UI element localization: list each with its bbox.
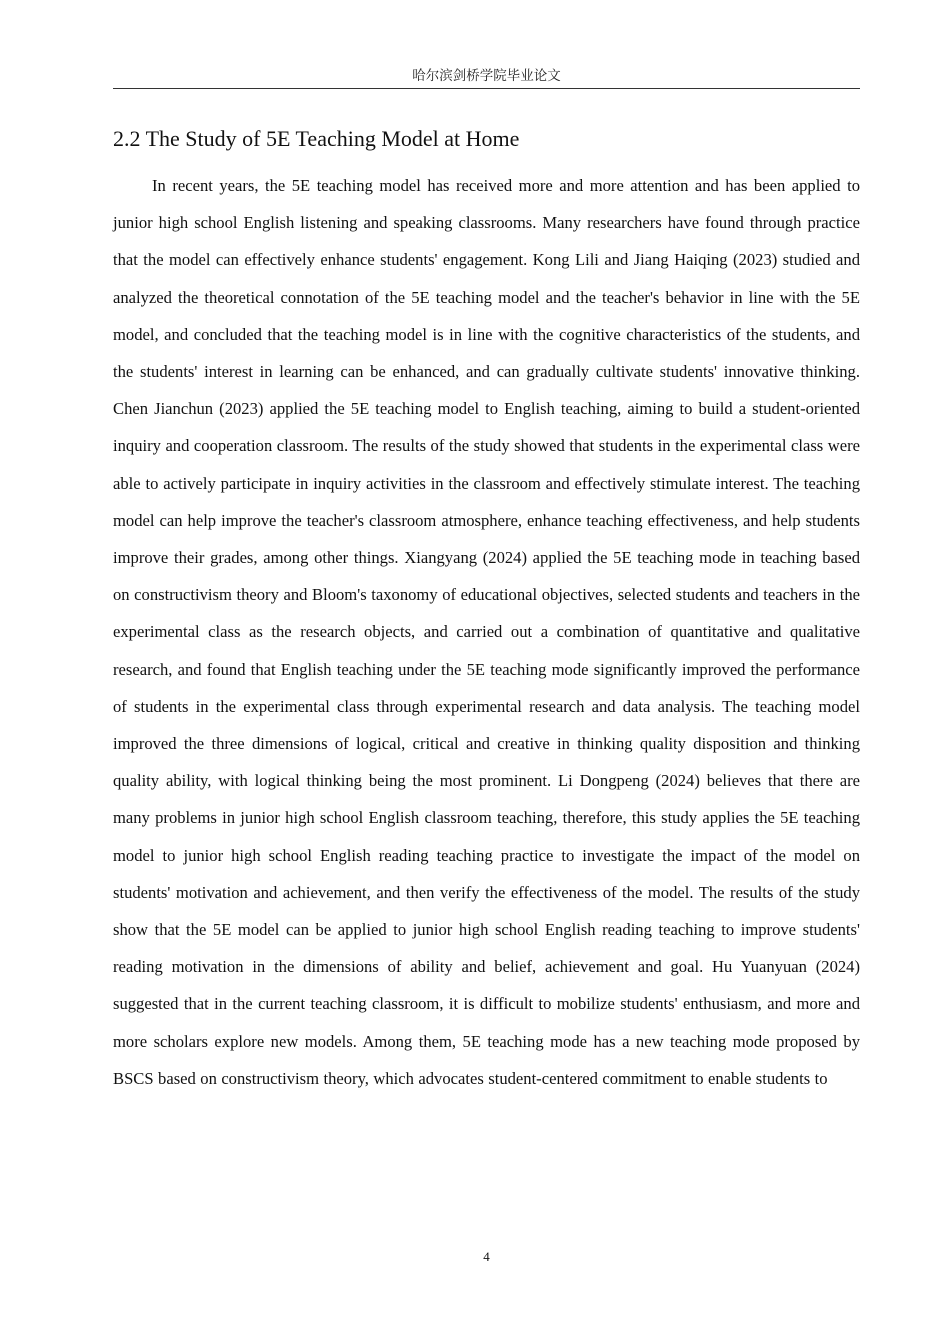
- page-header: [113, 66, 860, 89]
- page-header-title: 哈尔滨剑桥学院毕业论文: [412, 68, 561, 84]
- page-number: 4: [483, 1249, 490, 1264]
- body-paragraph: In recent years, the 5E teaching model has received more and more attention and has been applied to junior high school English listening and speaking classrooms. Many researchers have found through practice that the model can effectively enhance students' engagement. Kong Lili and Jiang Haiqing (2023) studied and analyzed the theoretical connotation of the 5E teaching model and the teacher's behavior in line with the 5E model, and concluded that the teaching model is in line with the cognitive characteristics of the students, and the students' interest in learning can be enhanced, and can gradually cultivate students' innovative thinking. Chen Jianchun (2023) applied the 5E teaching model to English teaching, aiming to build a student-oriented inquiry and cooperation classroom. The results of the study showed that students in the experimental class were able to actively participate in inquiry activities in the classroom and effectively stimulate interest. The teaching model can help improve the teacher's classroom atmosphere, enhance teaching effectiveness, and help students improve their grades, among other things. Xiangyang (2024) applied the 5E teaching mode in teaching based on constructivism theory and Bloom's taxonomy of educational objectives, selected students and teachers in the experimental class as the research objects, and carried out a combination of quantitative and qualitative research, and found that English teaching under the 5E teaching mode significantly improved the performance of students in the experimental class through experimental research and data analysis. The teaching model improved the three dimensions of logical, critical and creative in thinking quality disposition and thinking quality ability, with logical thinking being the most prominent. Li Dongpeng (2024) believes that there are many problems in junior high school English classroom teaching, therefore, this study applies the 5E teaching model to junior high school English reading teaching practice to investigate the impact of the model on students' motivation and achievement, and then verify the effectiveness of the model. The results of the study show that the 5E model can be applied to junior high school English reading teaching to improve students' reading motivation in the dimensions of ability and belief, achievement and goal. Hu Yuanyuan (2024) suggested that in the current teaching classroom, it is difficult to mobilize students' enthusiasm, and more and more scholars explore new models. Among them, 5E teaching mode has a new teaching mode proposed by BSCS based on constructivism theory, which advocates student-centered commitment to enable students to: [113, 176, 860, 1088]
- section-heading: 2.2 The Study of 5E Teaching Model at Home: [113, 126, 520, 151]
